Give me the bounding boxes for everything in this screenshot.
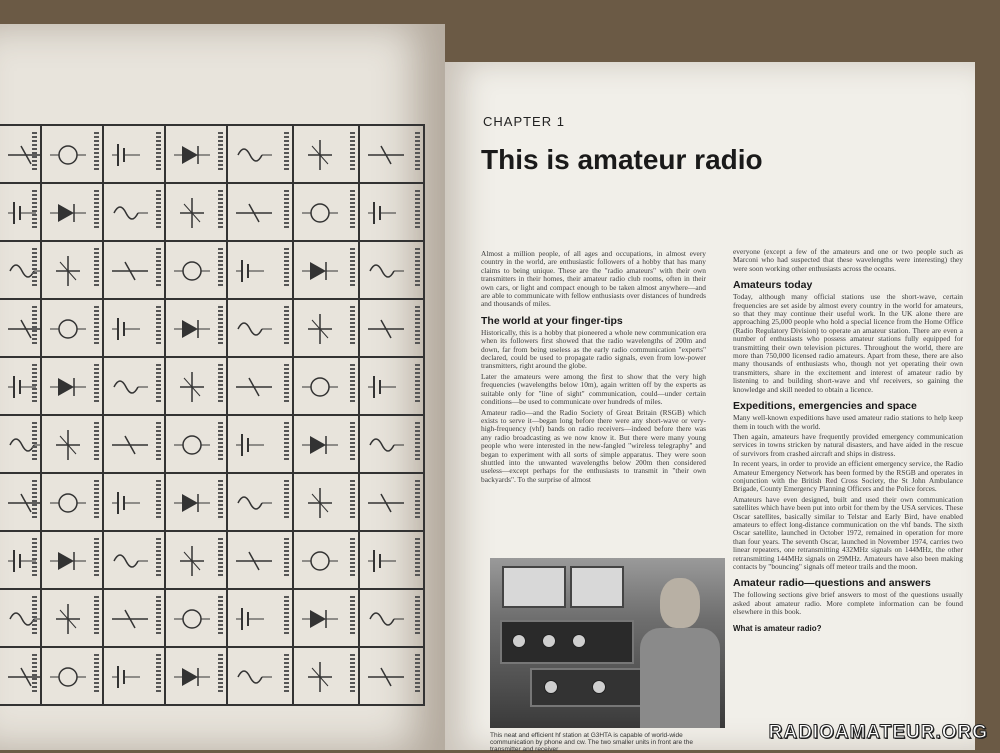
symbol-cell <box>228 300 294 358</box>
right-page <box>445 62 975 753</box>
symbol-cell <box>42 532 104 590</box>
photo-transceiver <box>500 620 634 664</box>
dial-icon <box>542 634 556 648</box>
symbol-cell <box>294 416 360 474</box>
symbol-cell <box>104 648 166 706</box>
paragraph: Many well-known expeditions have used amateur radio stations to help keep them in touch with the world. <box>733 413 963 431</box>
operator-head <box>660 578 700 628</box>
symbol-cell <box>360 474 425 532</box>
photo-receiver <box>530 668 654 707</box>
paragraph: In recent years, in order to provide an efficient emergency service, the Radio Amateur Emergency Network has been formed by the RSGB and operates in conjunction with the British Red Cross Society, the St John Ambulance Brigade, County Emergency Planning Officers and the Police forces. <box>733 459 963 494</box>
symbol-cell <box>166 358 228 416</box>
symbol-cell <box>104 590 166 648</box>
section-heading: The world at your finger-tips <box>481 314 623 327</box>
symbol-cell <box>294 532 360 590</box>
paragraph: The following sections give brief answers to most of the questions usually asked about amateur radio. More complete information can be found elsewhere in this book. <box>733 590 963 617</box>
symbol-cell <box>42 358 104 416</box>
symbol-cell <box>166 126 228 184</box>
symbol-cell <box>360 648 425 706</box>
dial-icon <box>592 680 606 694</box>
symbol-cell <box>228 474 294 532</box>
symbol-cell <box>104 126 166 184</box>
symbol-cell <box>0 184 42 242</box>
symbol-cell <box>0 532 42 590</box>
symbol-cell <box>228 242 294 300</box>
symbol-cell <box>166 590 228 648</box>
symbol-cell <box>104 300 166 358</box>
symbol-cell <box>42 242 104 300</box>
symbol-cell <box>228 590 294 648</box>
symbol-cell <box>294 242 360 300</box>
symbol-cell <box>294 648 360 706</box>
symbol-cell <box>294 126 360 184</box>
symbol-cell <box>228 126 294 184</box>
symbol-cell <box>166 648 228 706</box>
symbol-cell <box>0 126 42 184</box>
dial-icon <box>544 680 558 694</box>
symbol-cell <box>360 242 425 300</box>
symbol-cell <box>294 184 360 242</box>
watermark: RADIOAMATEUR.ORG <box>768 722 988 743</box>
photo-caption: This neat and efficient hf station at G3HTA is capable of world-wide communication by phone and cw. The two smaller units in front are the transmitter and receiver <box>490 732 693 753</box>
symbol-cell <box>166 416 228 474</box>
symbol-cell <box>360 532 425 590</box>
chapter-title: This is amateur radio <box>481 144 763 175</box>
photo-window <box>570 566 624 608</box>
symbol-cell <box>228 358 294 416</box>
symbol-cell <box>294 300 360 358</box>
paragraph: Amateurs have even designed, built and used their own communication satellites which have been put into orbit for them by the USA services. These Oscar satellites, basically similar to Telstar and Early Bird, have enabled amateurs to effect long-distance communication on the vhf bands. The sixth Oscar satellite, launched in October 1972, remained in operation for more than four years. The seventh Oscar, launched in November 1974, carries two linear repeaters, one retransmitting 432MHz signals on 144MHz, the other retransmitting 144MHz signals on 29MHz. Amateurs have also been making contacts by "bouncing" signals off meteor trails and the moon. <box>733 494 963 571</box>
symbol-cell <box>42 184 104 242</box>
left-page <box>0 24 445 750</box>
symbol-cell <box>228 184 294 242</box>
radio-station-photo <box>490 558 725 728</box>
symbol-cell <box>104 532 166 590</box>
symbol-cell <box>104 416 166 474</box>
text-column-right <box>733 248 963 637</box>
symbol-cell <box>42 474 104 532</box>
symbol-cell <box>166 242 228 300</box>
paragraph: Amateur radio—and the Radio Society of Great Britain (RSGB) which exists to serve it—began long before there were any short-wave or very-high-frequency (vhf) bands on radio receivers—indeed before there was any radio broadcasting as we now know it. But there were many young people who were interested in the new-fangled "wireless telegraphy" and began to experiment with all sorts of simple apparatus. They were soon shuttled into the unwanted wavelengths below 200m then considered useless—except perhaps for the enthusiasts to transmit in "their own backyards". To the surprise of almost <box>481 407 706 484</box>
dial-icon <box>512 634 526 648</box>
symbol-cell <box>294 590 360 648</box>
symbol-cell <box>0 358 42 416</box>
symbol-cell <box>360 358 425 416</box>
symbol-cell <box>104 358 166 416</box>
symbol-cell <box>42 648 104 706</box>
symbol-cell <box>42 416 104 474</box>
symbol-cell <box>0 242 42 300</box>
symbol-cell <box>42 300 104 358</box>
symbol-cell <box>228 648 294 706</box>
intro-paragraph: Almost a million people, of all ages and occupations, in almost every country in the world, are enthusiastic followers of a hobby that has many claims to being unique. These are the "radio amateurs" with their own transmitters in their homes, their amateur radio club rooms, often in their own cars, or light and compact enough to be taken almost anywhere—and are able to communicate with fellow enthusiasts over distances of hundreds and thousands of miles. <box>481 249 706 309</box>
symbol-cell <box>294 358 360 416</box>
symbol-cell <box>166 532 228 590</box>
paragraph: everyone (except a few of the amateurs and one or two people such as Marconi who had suspected that these wavelengths were interesting) they were soon working other enthusiasts across the oceans. <box>733 247 963 273</box>
symbol-cell <box>0 300 42 358</box>
symbol-cell <box>0 648 42 706</box>
paragraph: Historically, this is a hobby that pioneered a whole new communication era when its followers first showed that the radio wavelengths of 200m and down, far from being useless as the early radio communication "experts" declared, could be used to propagate radio signals, even from low-power transmitters, right around the globe. <box>481 327 706 371</box>
dial-icon <box>572 634 586 648</box>
photo-window <box>502 566 566 608</box>
operator-body <box>640 628 720 728</box>
symbol-cell <box>294 474 360 532</box>
symbol-cell <box>0 590 42 648</box>
symbol-cell <box>166 474 228 532</box>
section-heading: Amateur radio—questions and answers <box>733 577 931 590</box>
symbol-cell <box>228 532 294 590</box>
symbol-cell <box>0 474 42 532</box>
symbol-cell <box>166 300 228 358</box>
symbol-cell <box>42 126 104 184</box>
sub-heading: What is amateur radio? <box>733 623 822 633</box>
paragraph: Then again, amateurs have frequently provided emergency communication services in towns stricken by natural disasters, and have aided in the rescue of survivors from crashed aircraft and ships in distress. <box>733 431 963 458</box>
section-heading: Amateurs today <box>733 279 813 292</box>
symbol-cell <box>228 416 294 474</box>
symbol-cell <box>360 300 425 358</box>
symbol-cell <box>360 590 425 648</box>
text-column-left <box>481 250 706 486</box>
symbol-cell <box>360 126 425 184</box>
symbol-cell <box>104 184 166 242</box>
symbol-cell <box>42 590 104 648</box>
chapter-label: CHAPTER 1 <box>483 114 565 129</box>
symbol-cell <box>360 416 425 474</box>
symbol-cell <box>0 416 42 474</box>
symbol-cell <box>166 184 228 242</box>
symbol-cell <box>104 474 166 532</box>
symbol-cell <box>104 242 166 300</box>
symbol-cell <box>360 184 425 242</box>
circuit-symbol-table <box>0 124 425 746</box>
paragraph: Later the amateurs were among the first to show that the very high frequencies (wavelengths below 10m), again written off by the experts as suitable only for "line of sight" communication, could—under certain conditions—be used to communicate over hundreds of miles. <box>481 371 706 407</box>
paragraph: Today, although many official stations use the short-wave, certain frequencies are set aside by almost every country in the world for amateurs, so that they may continue their useful work. In the UK alone there are approaching 25,000 people who hold a special licence from the Home Office (Radio Regulatory Division) to operate an amateur station. There are even a number of enthusiasts who possess amateur stations fully equipped for transmitting their own television pictures. Throughout the world, there are more than 750,000 licensed radio amateurs. Apart from these, there are also many thousands of enthusiasts who, though not yet operating their own transmitters, share in the excitement and interest of amateur radio by listening to and building short-wave and vhf receivers, so gaining the knowledge and skill needed to obtain a licence. <box>733 292 963 394</box>
section-heading: Expeditions, emergencies and space <box>733 400 917 413</box>
